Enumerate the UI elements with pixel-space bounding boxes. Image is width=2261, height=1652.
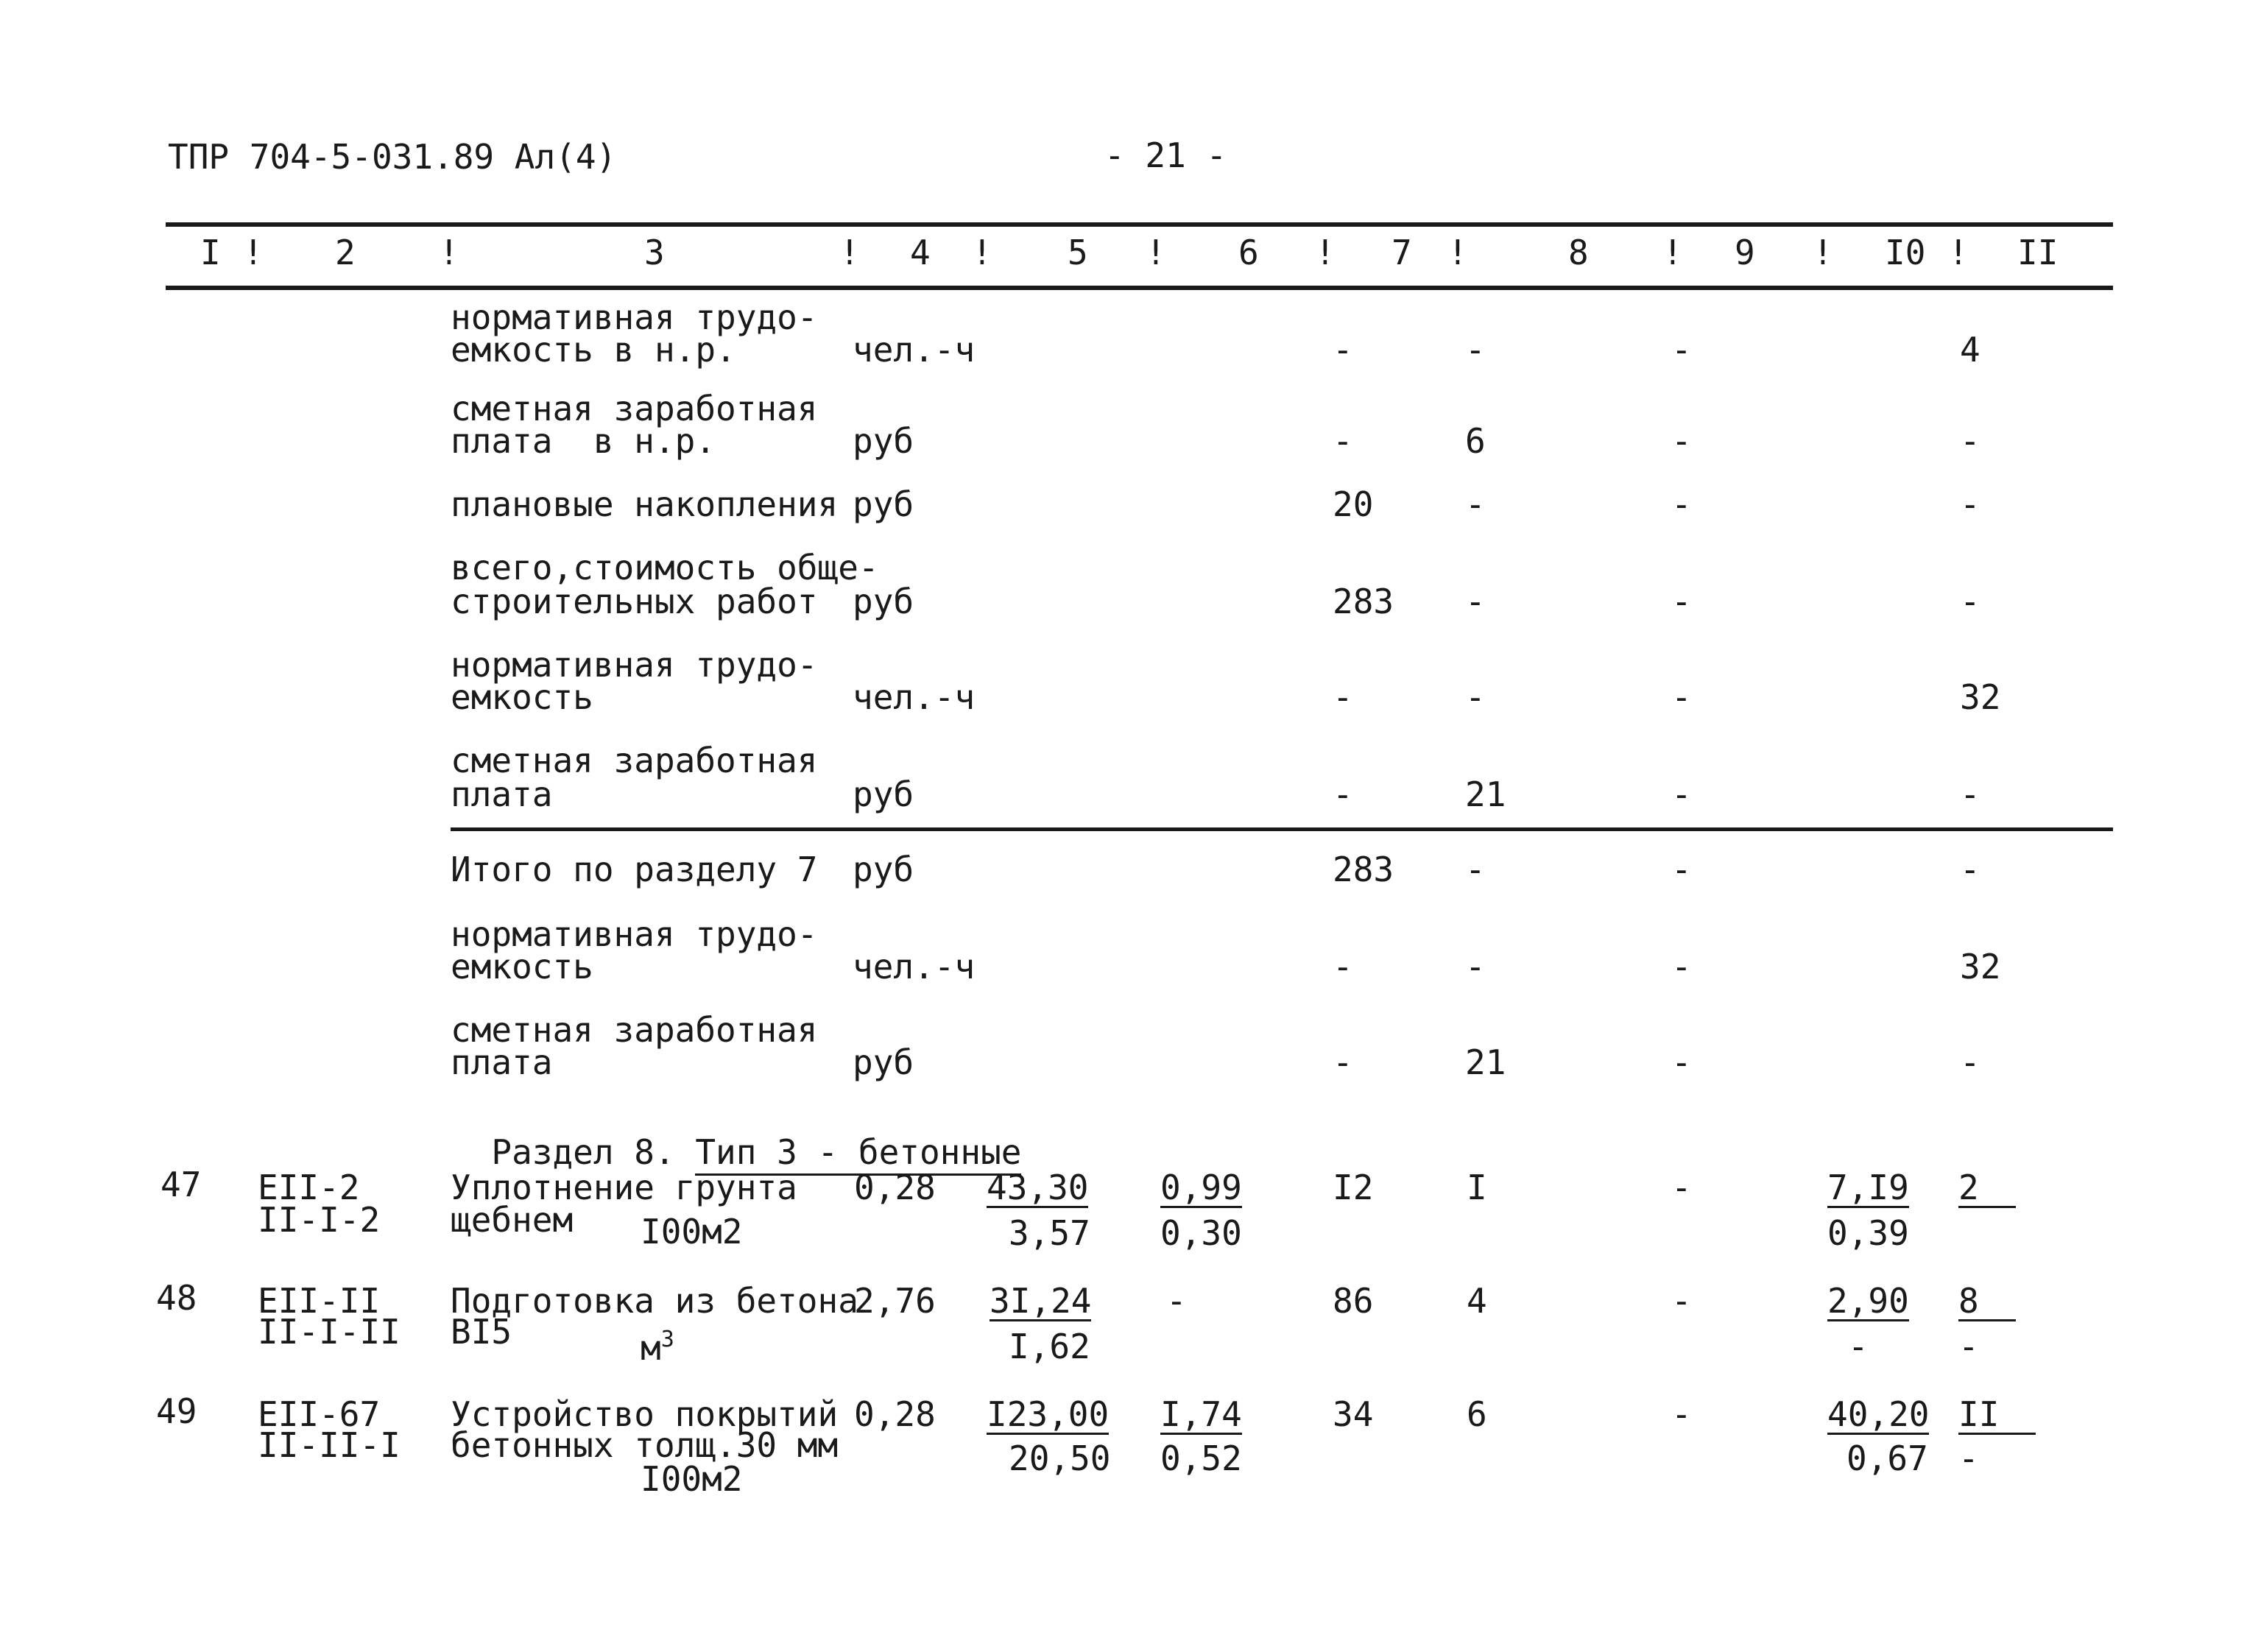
cell-col7: -	[1333, 330, 1353, 370]
cell-col7: -	[1333, 1042, 1353, 1082]
cell-col7: -	[1333, 677, 1353, 717]
cell-col11: -	[1960, 421, 1980, 461]
col-separator: !	[1662, 233, 1683, 272]
col-header-6: 6	[1238, 233, 1259, 272]
cell-col8: -	[1465, 582, 1486, 621]
cell-col8: -	[1465, 850, 1486, 889]
cell-col7: I2	[1333, 1168, 1374, 1207]
cell-col7: 283	[1333, 582, 1394, 621]
cell-col9: -	[1671, 330, 1692, 370]
item-description: Подготовка из бетона	[451, 1281, 858, 1321]
item-description: Уплотнение грунта	[451, 1168, 797, 1207]
cell-col7: 34	[1333, 1394, 1374, 1434]
item-description: бетонных толщ.30 мм	[451, 1425, 839, 1465]
cell-col11: 4	[1960, 330, 1980, 370]
item-description: BI5	[451, 1312, 512, 1352]
cell-col9: -	[1671, 947, 1692, 986]
cell-col11: 32	[1960, 947, 2001, 986]
item-unit: I00м2	[641, 1212, 743, 1252]
row-unit: руб	[853, 850, 914, 889]
cell-col11: -	[1960, 850, 1980, 889]
cell-col10-top: 7,I9	[1827, 1168, 1909, 1207]
row-description: строительных работ	[451, 582, 818, 621]
cell-col11-top: 8	[1958, 1284, 2016, 1321]
cell-col8: -	[1465, 484, 1486, 524]
cell-col10-bottom: 0,39	[1827, 1213, 1909, 1253]
item-code: II-II-I	[258, 1425, 401, 1465]
cell-col7: -	[1333, 947, 1353, 986]
row-description: плата в н.р.	[451, 421, 716, 461]
cell-col11: 32	[1960, 677, 2001, 717]
cell-col8: 6	[1467, 1394, 1487, 1434]
row-description: сметная заработная	[451, 1010, 818, 1050]
row-unit: чел.-ч	[853, 330, 976, 370]
row-description: плата	[451, 1042, 553, 1082]
col-header-3: 3	[644, 233, 665, 272]
cell-col10-bottom: 0,67	[1846, 1439, 1928, 1478]
col-separator: !	[972, 233, 992, 272]
cell-col7: -	[1333, 774, 1353, 814]
row-unit: руб	[853, 582, 914, 621]
cell-col11: -	[1960, 484, 1980, 524]
col-separator: !	[1813, 233, 1833, 272]
unit-base: м	[641, 1328, 661, 1368]
col-separator: !	[243, 233, 264, 272]
cell-col8: 6	[1465, 421, 1486, 461]
cell-col4: 0,28	[854, 1168, 936, 1207]
cell-col9: -	[1671, 1042, 1692, 1082]
row-unit: чел.-ч	[853, 947, 976, 986]
cell-col7: 86	[1333, 1281, 1374, 1321]
cell-col9: -	[1671, 484, 1692, 524]
cell-col9: -	[1671, 774, 1692, 814]
row-description: нормативная трудо-	[451, 645, 818, 685]
cell-col4: 0,28	[854, 1394, 936, 1434]
section-heading	[451, 1101, 1022, 1172]
cell-col5-top: 3I,24	[990, 1281, 1092, 1321]
cell-col6-bottom: 0,52	[1160, 1439, 1242, 1478]
col-separator: !	[439, 233, 459, 272]
cell-col8: 21	[1465, 774, 1506, 814]
cell-col8: -	[1465, 677, 1486, 717]
cell-col11-bottom: -	[1958, 1327, 1979, 1366]
col-header-9: 9	[1735, 233, 1755, 272]
cell-col6-top: 0,99	[1160, 1168, 1242, 1207]
cell-col11: -	[1960, 1042, 1980, 1082]
cell-col7: -	[1333, 421, 1353, 461]
row-description: плата	[451, 774, 553, 814]
cell-col5-top: 43,30	[987, 1168, 1089, 1207]
cell-col11-top: II	[1958, 1397, 2036, 1435]
cell-col8: 21	[1465, 1042, 1506, 1082]
row-unit: руб	[853, 1042, 914, 1082]
item-description: Устройство покрытий	[451, 1394, 839, 1434]
row-description: всего,стоимость обще-	[451, 548, 879, 587]
item-number: 47	[161, 1165, 202, 1204]
cell-col10-top: 40,20	[1827, 1394, 1930, 1434]
unit-superscript: 3	[660, 1327, 674, 1352]
row-description: нормативная трудо-	[451, 914, 818, 954]
cell-col9: -	[1671, 421, 1692, 461]
cell-col7: 283	[1333, 850, 1394, 889]
cell-col5-bottom: 3,57	[1009, 1213, 1090, 1253]
item-code: II-I-II	[258, 1312, 401, 1352]
col-header-4: 4	[910, 233, 931, 272]
col-header-7: 7	[1391, 233, 1412, 272]
cell-col6-top: -	[1166, 1281, 1187, 1321]
row-unit: руб	[853, 484, 914, 524]
row-description: емкость	[451, 947, 593, 986]
item-code: EII-67	[258, 1394, 381, 1434]
cell-col9: -	[1671, 677, 1692, 717]
item-unit: I00м2	[641, 1459, 743, 1499]
cell-col10-bottom: -	[1848, 1327, 1869, 1366]
cell-col9: -	[1671, 582, 1692, 621]
cell-col9: -	[1671, 1394, 1692, 1434]
item-code: II-I-2	[258, 1200, 381, 1240]
section-title: Тип 3 - бетонные	[695, 1132, 1021, 1176]
cell-col5-bottom: 20,50	[1009, 1439, 1111, 1478]
section-prefix: Раздел 8.	[491, 1132, 675, 1172]
col-separator: !	[839, 233, 860, 272]
cell-col9: -	[1671, 1168, 1692, 1207]
col-header-2: 2	[335, 233, 356, 272]
cell-col8: I	[1467, 1168, 1487, 1207]
cell-col11-top: 2	[1958, 1171, 2016, 1208]
col-header-10: I0	[1885, 233, 1926, 272]
col-separator: !	[1315, 233, 1336, 272]
subtotal-rule	[451, 827, 2113, 831]
col-separator: !	[1447, 233, 1468, 272]
col-separator: !	[1146, 233, 1166, 272]
row-unit: чел.-ч	[853, 677, 976, 717]
cell-col5-top: I23,00	[987, 1394, 1110, 1434]
cell-col11: -	[1960, 582, 1980, 621]
cell-col9: -	[1671, 850, 1692, 889]
col-separator: !	[1948, 233, 1969, 272]
cell-col6-top: I,74	[1160, 1394, 1242, 1434]
row-description: нормативная трудо-	[451, 297, 818, 337]
item-code: EII-2	[258, 1168, 360, 1207]
row-description: сметная заработная	[451, 741, 818, 780]
row-description: плановые накопления	[451, 484, 839, 524]
table-top-rule	[166, 222, 2113, 227]
row-unit: руб	[853, 774, 914, 814]
item-code: EII-II	[258, 1281, 381, 1321]
cell-col8: -	[1465, 947, 1486, 986]
cell-col9: -	[1671, 1281, 1692, 1321]
cell-col6-bottom: 0,30	[1160, 1213, 1242, 1253]
cell-col8: -	[1465, 330, 1486, 370]
col-header-8: 8	[1568, 233, 1589, 272]
item-number: 49	[156, 1391, 197, 1431]
row-description: емкость	[451, 677, 593, 717]
col-header-5: 5	[1068, 233, 1088, 272]
cell-col7: 20	[1333, 484, 1374, 524]
cell-col4: 2,76	[854, 1281, 936, 1321]
cell-col11-bottom: -	[1958, 1439, 1979, 1478]
page-number: - 21 -	[1104, 135, 1227, 175]
row-unit: руб	[853, 421, 914, 461]
col-header-11: II	[2017, 233, 2059, 272]
document-code: ТПР 704-5-031.89 Ал(4)	[168, 137, 617, 177]
item-number: 48	[156, 1278, 197, 1318]
item-description: щебнем	[451, 1200, 574, 1240]
table-header-bottom-rule	[166, 286, 2113, 290]
cell-col5-bottom: I,62	[1009, 1327, 1090, 1366]
item-unit	[641, 1327, 674, 1370]
row-description: Итого по разделу 7	[451, 850, 818, 889]
row-description: сметная заработная	[451, 389, 818, 428]
cell-col8: 4	[1467, 1281, 1487, 1321]
cell-col10-top: 2,90	[1827, 1281, 1909, 1321]
row-description: емкость в н.р.	[451, 330, 736, 370]
cell-col11: -	[1960, 774, 1980, 814]
col-header-1: I	[200, 233, 221, 272]
